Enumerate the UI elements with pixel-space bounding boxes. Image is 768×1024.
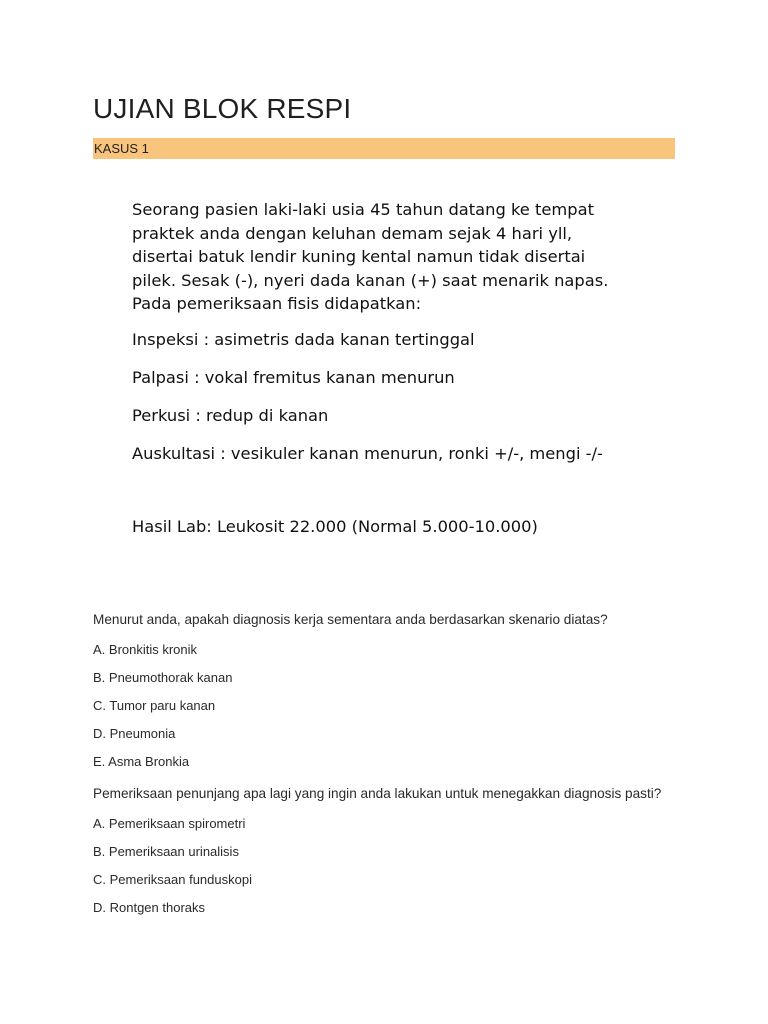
- section-label: KASUS 1: [94, 141, 149, 156]
- answer-option: E. Asma Bronkia: [93, 754, 190, 769]
- page-title: UJIAN BLOK RESPI: [93, 93, 352, 124]
- answer-options: [93, 636, 663, 776]
- answer-option: B. Pneumothorak kanan: [93, 670, 233, 685]
- exam-palpation: Palpasi : vokal fremitus kanan menurun: [132, 367, 455, 387]
- scenario-line: Seorang pasien laki-laki usia 45 tahun datang ke tempat: [132, 200, 594, 219]
- question-text: Pemeriksaan penunjang apa lagi yang ingin anda lakukan untuk menegakkan diagnosis pasti?: [93, 786, 662, 801]
- answer-option: D. Rontgen thoraks: [93, 900, 206, 915]
- scenario-line: disertai batuk lendir kuning kental namun tidak disertai: [132, 247, 586, 266]
- answer-option: D. Pneumonia: [93, 726, 176, 741]
- exam-percussion: Perkusi : redup di kanan: [132, 405, 329, 425]
- scenario-intro: [132, 198, 652, 316]
- question-2: [93, 783, 663, 922]
- exam-inspection: Inspeksi : asimetris dada kanan tertinggal: [132, 329, 475, 349]
- section-banner: [93, 138, 675, 159]
- question-list: [93, 609, 663, 922]
- scenario-line: Pada pemeriksaan fisis didapatkan:: [132, 294, 422, 313]
- question-1: [93, 609, 663, 776]
- exam-auscultation: Auskultasi : vesikuler kanan menurun, ronki +/-, mengi -/-: [132, 443, 603, 463]
- question-text: Menurut anda, apakah diagnosis kerja sementara anda berdasarkan skenario diatas?: [93, 612, 608, 627]
- answer-option: B. Pemeriksaan urinalisis: [93, 844, 239, 859]
- case-scenario: [132, 198, 652, 538]
- answer-option: C. Tumor paru kanan: [93, 698, 216, 713]
- answer-option: A. Bronkitis kronik: [93, 642, 198, 657]
- answer-options: [93, 810, 663, 922]
- scenario-line: praktek anda dengan keluhan demam sejak 4 hari yll,: [132, 223, 573, 243]
- lab-result: Hasil Lab: Leukosit 22.000 (Normal 5.000-10.000): [132, 516, 538, 536]
- scenario-line: pilek. Sesak (-), nyeri dada kanan (+) saat menarik napas.: [132, 270, 609, 290]
- answer-option: C. Pemeriksaan funduskopi: [93, 872, 252, 887]
- answer-option: A. Pemeriksaan spirometri: [93, 816, 246, 831]
